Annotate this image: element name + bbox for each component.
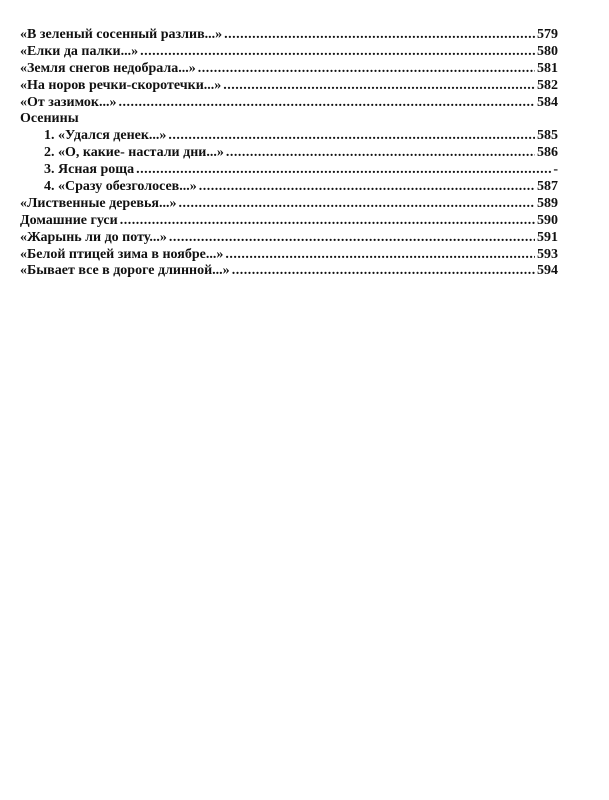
toc-entry-title: «Елки да палки...» — [20, 43, 139, 59]
toc-subentry — [20, 179, 558, 196]
toc-dot-leader — [120, 213, 535, 230]
toc-entry-page: 581 — [537, 60, 558, 76]
toc-entry-page: - — [553, 162, 558, 178]
toc-dot-leader — [225, 247, 535, 264]
toc-entry-page: 587 — [537, 179, 558, 195]
toc-entry-title: «От зазимок...» — [20, 94, 117, 110]
toc-entry — [20, 230, 558, 247]
toc-dot-leader — [232, 263, 535, 280]
toc-entry-title: 1. «Удался денек...» — [44, 128, 167, 144]
toc-entry-title: «Жарынь ли до поту...» — [20, 229, 167, 245]
toc-subentry — [20, 162, 558, 179]
toc-dot-leader — [224, 27, 535, 44]
toc-dot-leader — [226, 145, 535, 162]
toc-subentry — [20, 128, 558, 145]
toc-dot-leader — [169, 230, 535, 247]
toc-entry-title: 4. «Сразу обезголосев...» — [44, 179, 197, 195]
toc-dot-leader — [168, 128, 535, 145]
toc-dot-leader — [198, 61, 535, 78]
toc-entry — [20, 61, 558, 78]
toc-entry-page: 594 — [537, 263, 558, 279]
toc-entry-page: 584 — [537, 94, 558, 110]
toc-dot-leader — [199, 179, 535, 196]
toc-entry-page: 586 — [537, 145, 558, 161]
toc-section-title: Осенины — [20, 111, 79, 127]
toc-entry-title: «На норов речки-скоротечки...» — [20, 77, 222, 93]
toc-entry-title: Домашние гуси — [20, 212, 118, 228]
toc-entry-title: 3. Ясная роща — [44, 162, 135, 178]
toc-entry — [20, 78, 558, 95]
toc-entry — [20, 27, 558, 44]
toc-section-heading — [20, 111, 558, 128]
toc-entry-page: 589 — [537, 195, 558, 211]
toc-entry-title: «Бывает все в дороге длинной...» — [20, 263, 230, 279]
toc-dot-leader — [136, 162, 551, 179]
toc-dot-leader — [119, 95, 535, 112]
toc-entry-title: «Лиственные деревья...» — [20, 195, 177, 211]
toc-entry — [20, 263, 558, 280]
toc-entry-page: 582 — [537, 77, 558, 93]
toc-entry — [20, 44, 558, 61]
table-of-contents — [20, 27, 558, 280]
toc-entry-title: «Земля снегов недобрала...» — [20, 60, 196, 76]
toc-entry — [20, 95, 558, 112]
toc-entry — [20, 247, 558, 264]
toc-dot-leader — [223, 78, 535, 95]
toc-dot-leader — [178, 196, 535, 213]
toc-entry-title: «Белой птицей зима в ноябре...» — [20, 246, 224, 262]
toc-entry-page: 593 — [537, 246, 558, 262]
toc-entry — [20, 196, 558, 213]
toc-entry-page: 580 — [537, 43, 558, 59]
toc-entry-page: 579 — [537, 27, 558, 42]
toc-entry-page: 591 — [537, 229, 558, 245]
toc-entry-page: 590 — [537, 212, 558, 228]
toc-entry — [20, 213, 558, 230]
toc-entry-title: «В зеленый сосенный разлив...» — [20, 27, 223, 42]
toc-dot-leader — [140, 44, 535, 61]
toc-entry-page: 585 — [537, 128, 558, 144]
toc-subentry — [20, 145, 558, 162]
toc-entry-title: 2. «О, какие- настали дни...» — [44, 145, 224, 161]
